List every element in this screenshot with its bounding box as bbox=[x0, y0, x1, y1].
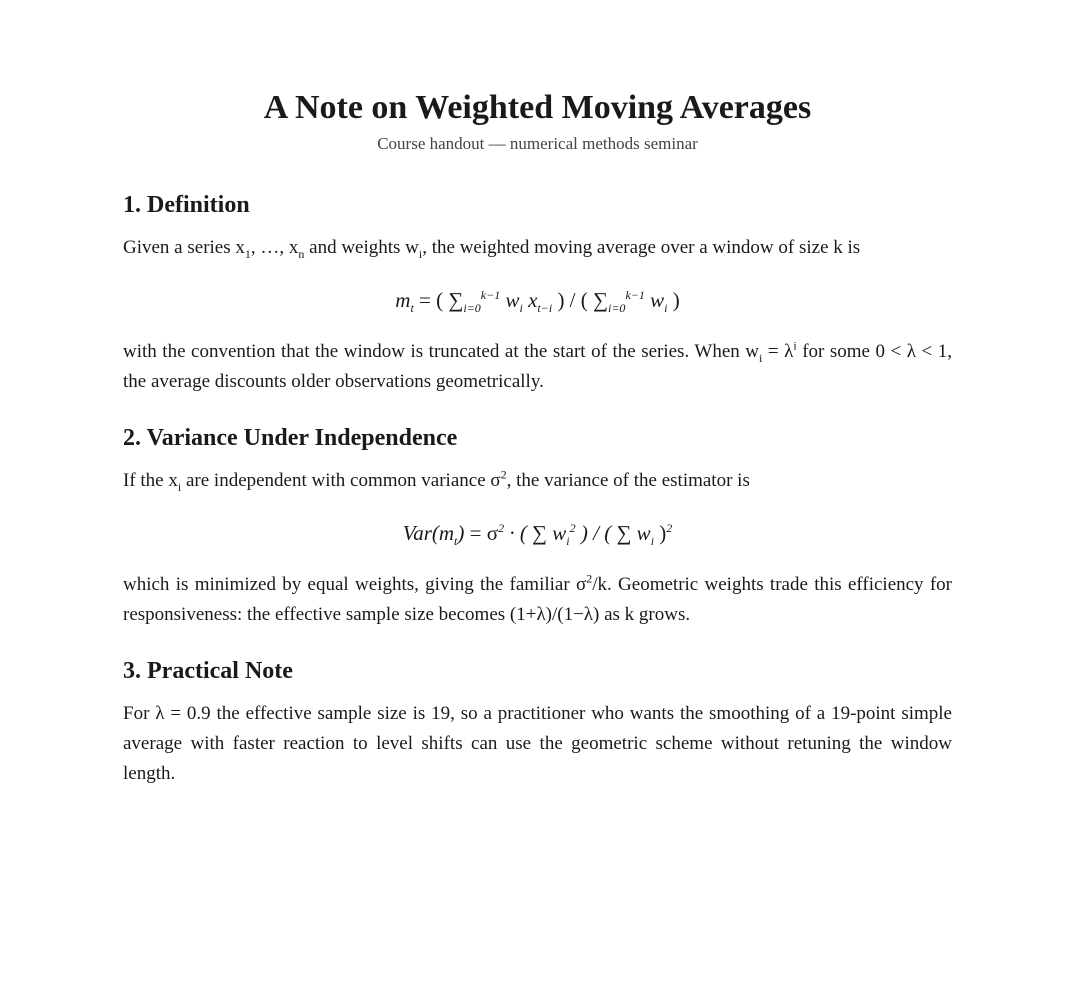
section-heading: 3. Practical Note bbox=[123, 658, 293, 684]
definition-intro-paragraph: Given a series $x_1$, …, $x_n$ and weights $w_i$, the weighted moving average over a window of size k is bbox=[123, 237, 861, 261]
practical-note-paragraph: For λ = 0.9 the effective sample size is 19, so a practitioner who wants the smoothing of a 19-point simple average with faster reaction to level shifts can use the geometric scheme without retuning the window length. bbox=[123, 703, 952, 784]
variance-intro-paragraph: If the $x_i$ are independent with common variance $\sigma^2$, the variance of the estimator is bbox=[123, 467, 750, 494]
variance-after-paragraph: which is minimized by equal weights, giving the familiar $\sigma^2/k$. Geometric weights trade this efficiency for responsiveness: the effective sample size becomes (1+λ)/(1−λ) as k grows. bbox=[123, 571, 953, 625]
section-heading: 1. Definition bbox=[123, 192, 250, 218]
document-title: A Note on Weighted Moving Averages bbox=[263, 89, 812, 126]
definition-after-paragraph: with the convention that the window is truncated at the start of the series. When $w_i = \lambda^i$ for some 0 < λ < 1, the average discounts older observations geometrically. bbox=[123, 338, 952, 392]
weighted-average-equation: $m_t$ = ( $\sum_{i=0}^{k-1}$ $w_i$ $x_{t-i}$ ) / ( $\sum_{i=0}^{k-1}$ $w_i$ ) bbox=[395, 288, 680, 316]
section-heading: 2. Variance Under Independence bbox=[123, 425, 458, 451]
section-practical-note bbox=[123, 656, 952, 789]
document-subtitle: Course handout — numerical methods seminar bbox=[377, 134, 698, 153]
section-definition bbox=[123, 190, 952, 397]
variance-equation: $Var(m_t) = \sigma^2$ · ( ∑ $w_i^2$ ) / ( ∑ $w_i$ )$^2$ bbox=[402, 521, 673, 549]
section-variance bbox=[123, 423, 952, 630]
